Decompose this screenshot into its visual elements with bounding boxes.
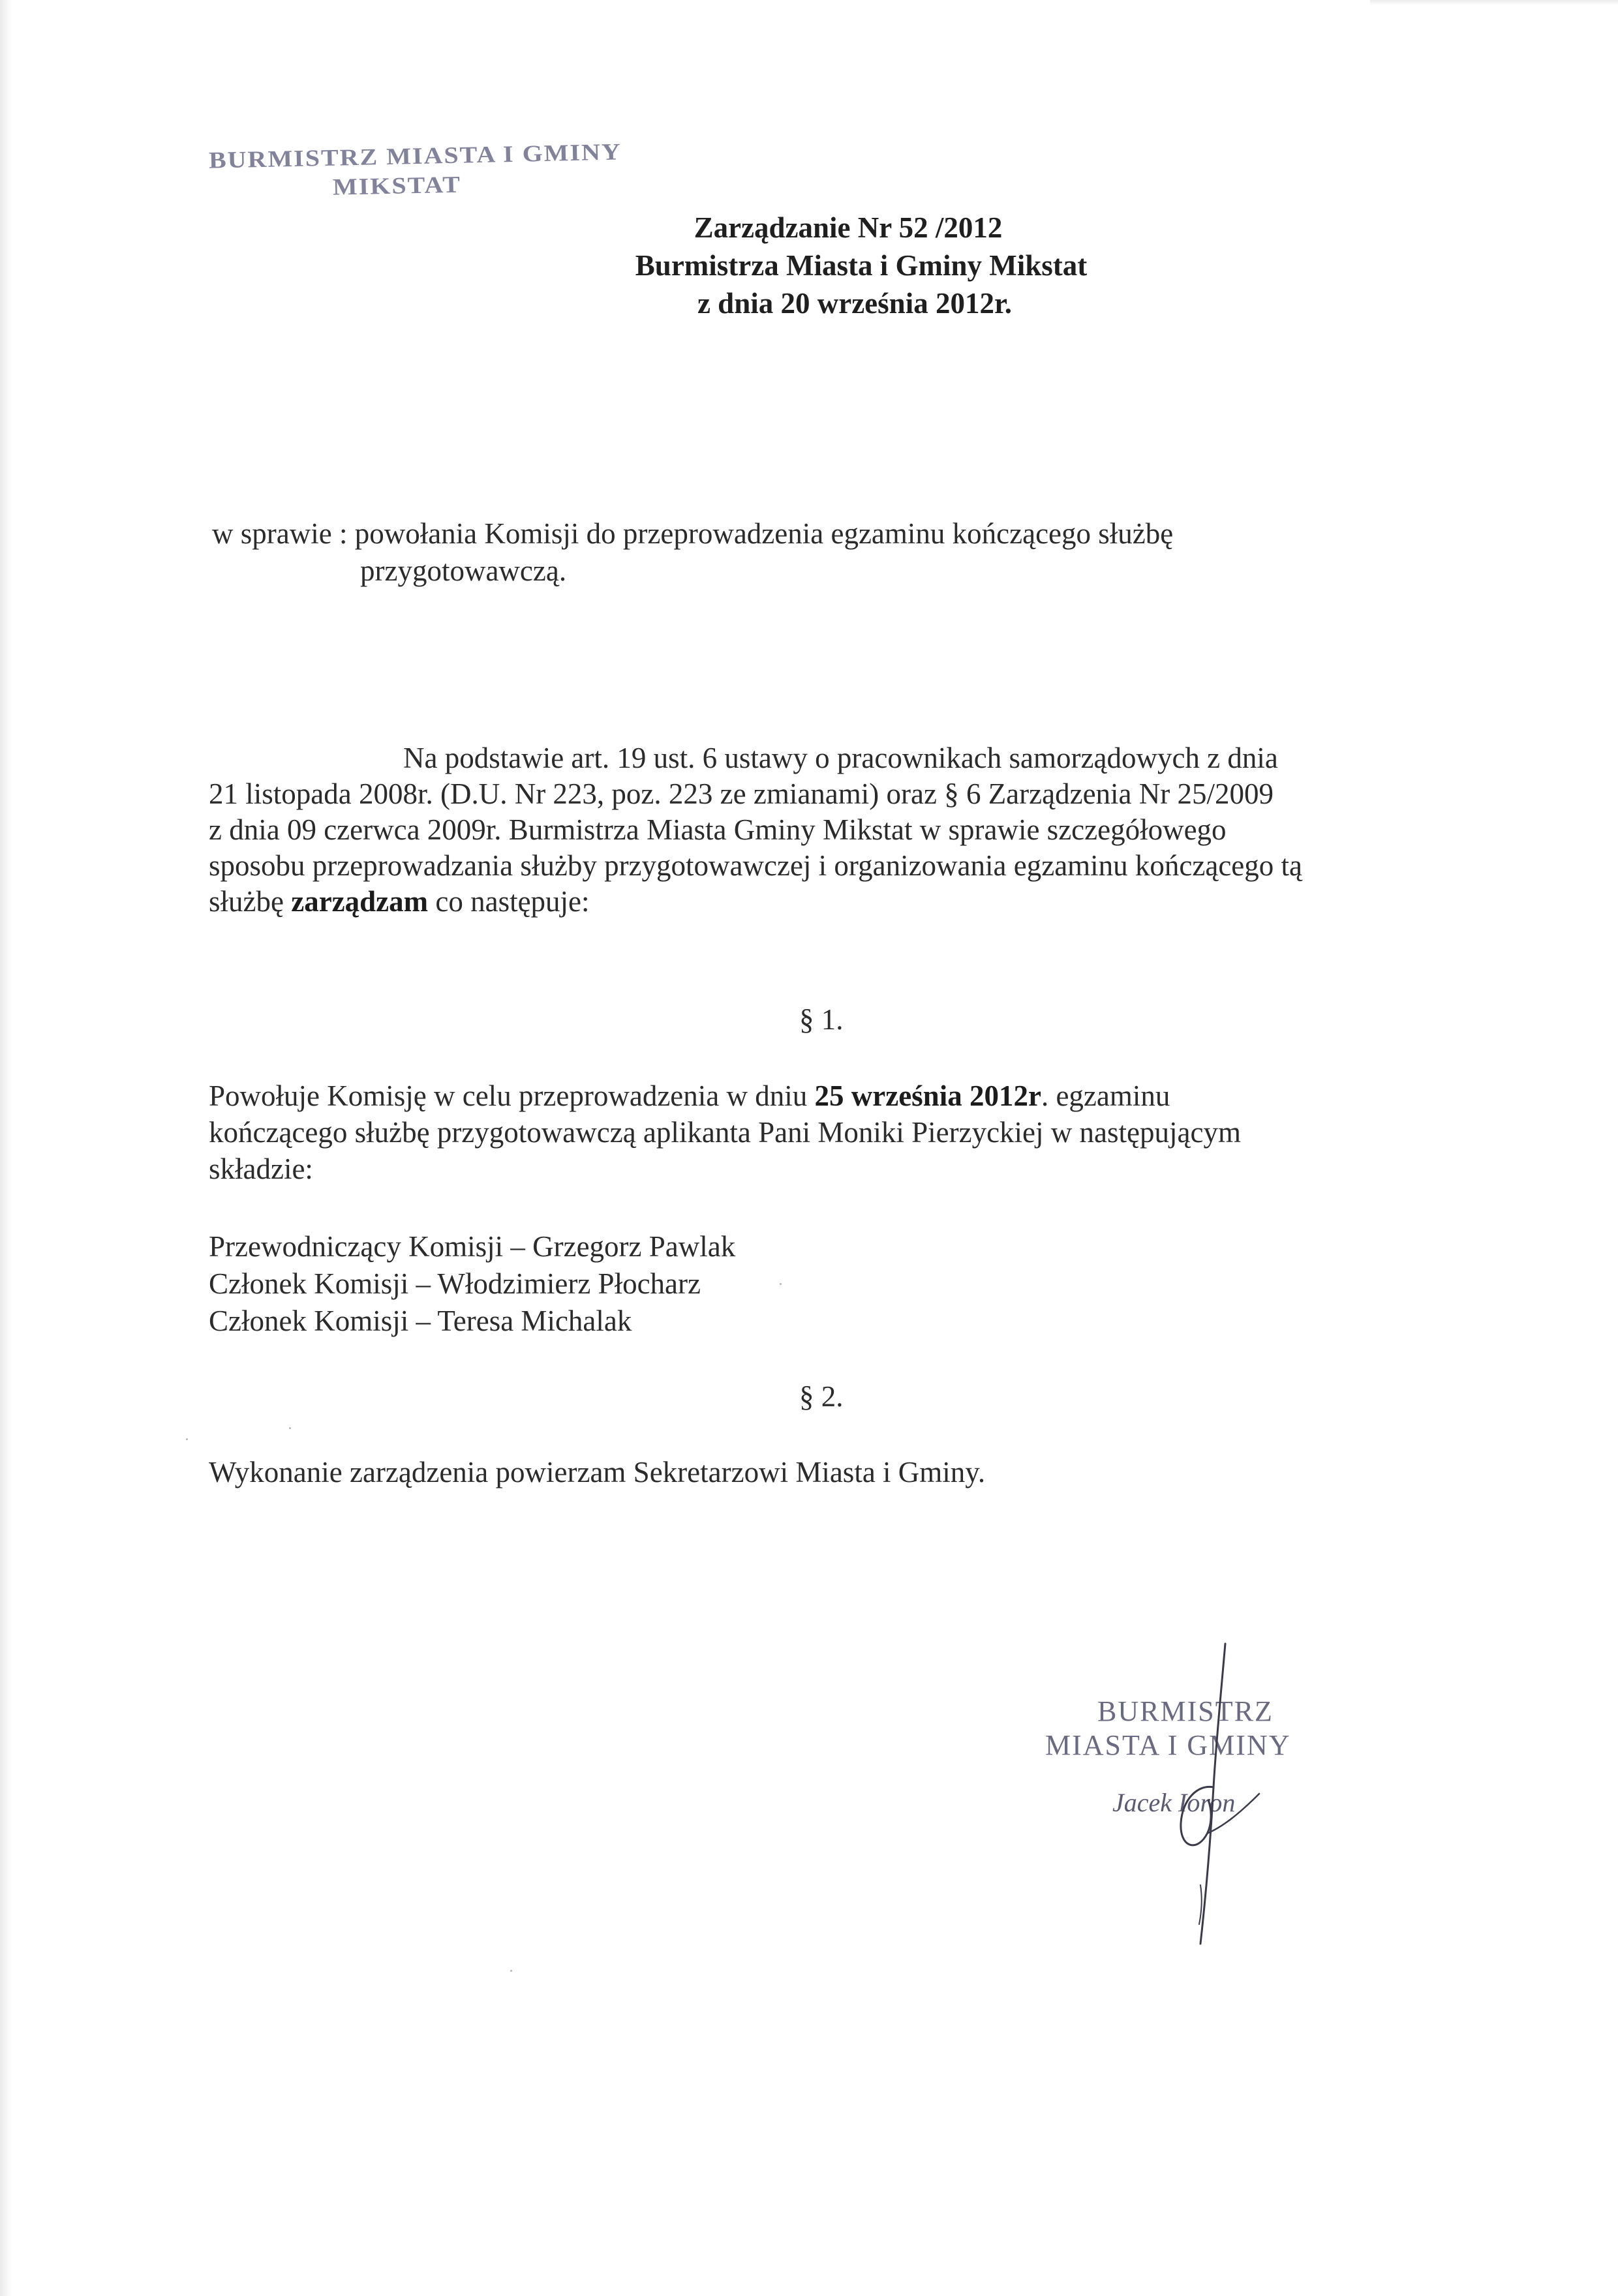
scan-edge-top xyxy=(1370,0,1618,5)
handwritten-signature xyxy=(1135,1637,1292,1963)
title-line-1: Zarządzanie Nr 52 /2012 xyxy=(694,211,1003,244)
preamble-line-5-end: co następuje: xyxy=(428,885,590,918)
preamble-bold-word: zarządzam xyxy=(291,885,429,918)
committee-member: Członek Komisji – Włodzimierz Płocharz xyxy=(209,1267,701,1300)
scan-edge-left xyxy=(0,0,12,2296)
preamble-line-5 xyxy=(209,883,590,920)
stamp-line-1: BURMISTRZ MIASTA I GMINY xyxy=(208,138,622,174)
signature-name: Jacek Ioron xyxy=(1112,1788,1236,1817)
title-line-2: Burmistrza Miasta i Gminy Mikstat xyxy=(635,249,1088,282)
section-1-line-1 xyxy=(209,1078,1170,1115)
scan-speck xyxy=(289,1427,291,1429)
section-1-line-3: składzie: xyxy=(209,1153,313,1185)
signature-stamp-line-2: MIASTA I GMINY xyxy=(1045,1729,1291,1761)
preamble-line-3: z dnia 09 czerwca 2009r. Burmistrza Miasta Gminy Mikstat w sprawie szczegółowego xyxy=(209,813,1227,846)
scan-speck xyxy=(780,1283,782,1285)
section-1-line-1-start: Powołuje Komisję w celu przeprowadzenia w dniu xyxy=(209,1080,815,1112)
scan-speck xyxy=(186,1438,188,1440)
title-line-3: z dnia 20 września 2012r. xyxy=(697,287,1013,320)
header-stamp xyxy=(208,138,622,202)
section-2-heading: § 2. xyxy=(799,1380,844,1413)
committee-member: Członek Komisji – Teresa Michalak xyxy=(209,1305,632,1337)
subject-line-2: przygotowawczą. xyxy=(360,554,567,587)
preamble-line-2: 21 listopada 2008r. (D.U. Nr 223, poz. 223 ze zmianami) oraz § 6 Zarządzenia Nr 25/2009 xyxy=(209,778,1274,810)
signature-stamp-line-1: BURMISTRZ xyxy=(1097,1695,1274,1727)
stamp-line-2: MIKSTAT xyxy=(332,171,462,200)
section-2-text: Wykonanie zarządzenia powierzam Sekretarzowi Miasta i Gminy. xyxy=(209,1456,986,1488)
section-1-line-2: kończącego służbę przygotowawczą aplikanta Pani Moniki Pierzyckiej w następującym xyxy=(209,1116,1241,1149)
exam-date: 25 września 2012r xyxy=(814,1080,1041,1112)
preamble-line-1: Na podstawie art. 19 ust. 6 ustawy o pracownikach samorządowych z dnia xyxy=(403,742,1278,774)
committee-member: Przewodniczący Komisji – Grzegorz Pawlak xyxy=(209,1230,736,1263)
preamble-line-5-start: służbę xyxy=(209,885,292,918)
section-1-line-1-end: . egzaminu xyxy=(1041,1080,1170,1112)
preamble-line-4: sposobu przeprowadzania służby przygotowawczej i organizowania egzaminu kończącego tą xyxy=(209,849,1303,882)
subject-line-1: w sprawie : powołania Komisji do przeprowadzenia egzaminu kończącego służbę xyxy=(212,517,1174,550)
section-1-heading: § 1. xyxy=(799,1003,844,1036)
scan-speck xyxy=(510,1970,512,1972)
document-title xyxy=(0,209,1618,322)
